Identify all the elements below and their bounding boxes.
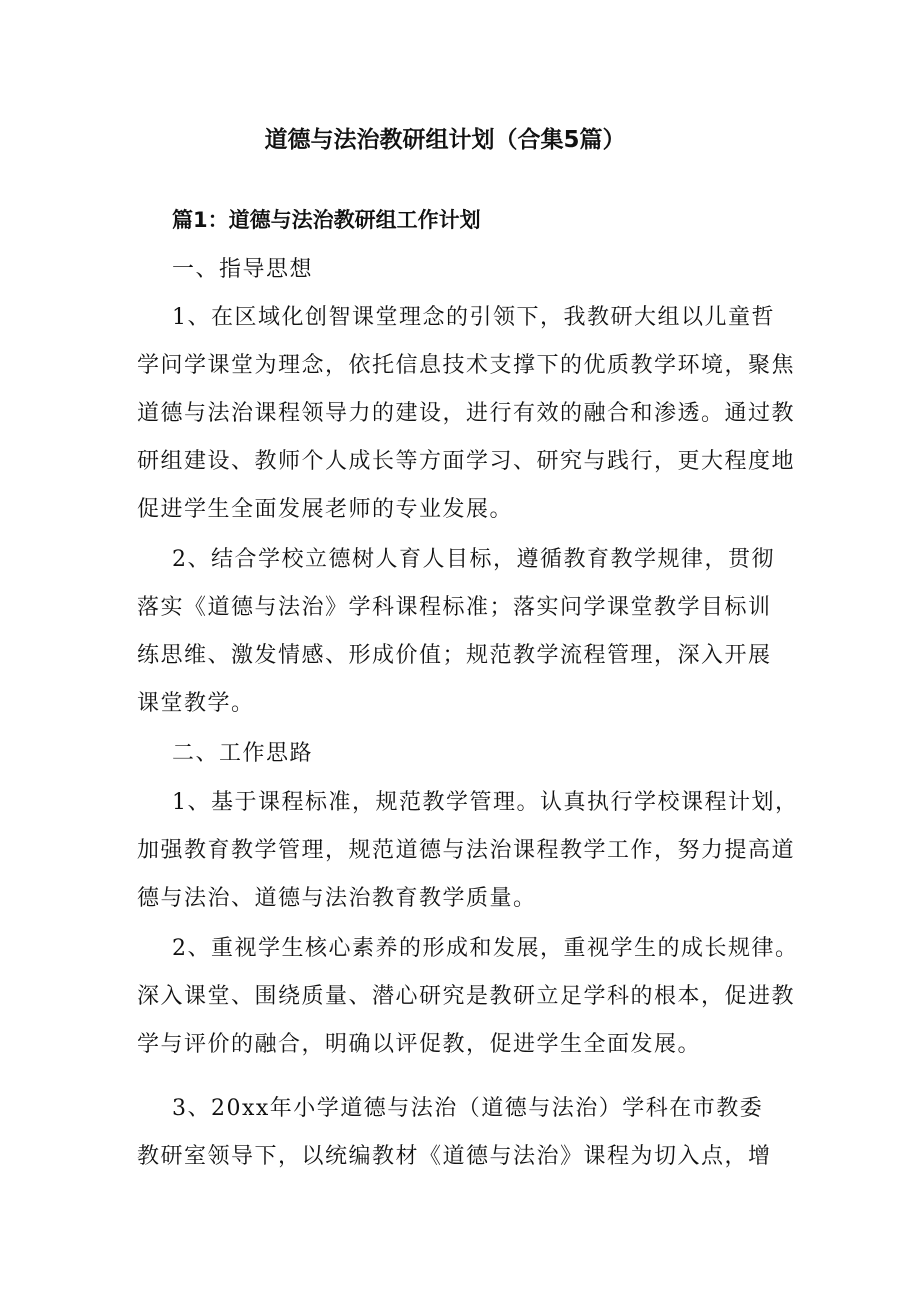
heading-guiding-ideology: 一、指导思想 <box>172 257 314 282</box>
paragraph-line: 2、重视学生核心素养的形成和发展，重视学生的成长规律。 <box>172 936 799 961</box>
paragraph-line: 课堂教学。 <box>137 691 255 716</box>
paragraph-line: 2、结合学校立德树人育人目标，遵循教育教学规律，贯彻 <box>172 547 775 572</box>
paragraph-line: 1、在区域化创智课堂理念的引领下，我教研大组以儿童哲 <box>172 305 775 330</box>
section-heading: 篇1：道德与法治教研组工作计划 <box>172 208 481 232</box>
paragraph-line: 加强教育教学管理，规范道德与法治课程教学工作，努力提高道 <box>137 838 796 863</box>
paragraph-line: 研组建设、教师个人成长等方面学习、研究与践行，更大程度地 <box>137 449 796 474</box>
paragraph-line: 德与法治、道德与法治教育教学质量。 <box>137 886 537 911</box>
paragraph-line: 促进学生全面发展老师的专业发展。 <box>137 497 514 522</box>
paragraph-line: 学与评价的融合，明确以评促教，促进学生全面发展。 <box>137 1032 702 1057</box>
document-title: 道德与法治教研组计划（合集5篇） <box>264 127 626 153</box>
paragraph-line: 学问学课堂为理念，依托信息技术支撑下的优质教学环境，聚焦 <box>137 353 796 378</box>
paragraph-line: 练思维、激发情感、形成价值；规范教学流程管理，深入开展 <box>137 643 772 668</box>
paragraph-line: 道德与法治课程领导力的建设，进行有效的融合和渗透。通过教 <box>137 401 796 426</box>
heading-work-approach: 二、工作思路 <box>172 741 314 766</box>
paragraph-line: 1、基于课程标准，规范教学管理。认真执行学校课程计划， <box>172 790 799 815</box>
paragraph-line: 教研室领导下，以统编教材《道德与法治》课程为切入点，增 <box>137 1144 772 1169</box>
paragraph-line: 深入课堂、围绕质量、潜心研究是教研立足学科的根本，促进教 <box>137 984 796 1009</box>
paragraph-line: 落实《道德与法治》学科课程标准；落实问学课堂教学目标训 <box>137 595 772 620</box>
paragraph-line: 3、20xx年小学道德与法治（道德与法治）学科在市教委 <box>172 1096 764 1121</box>
